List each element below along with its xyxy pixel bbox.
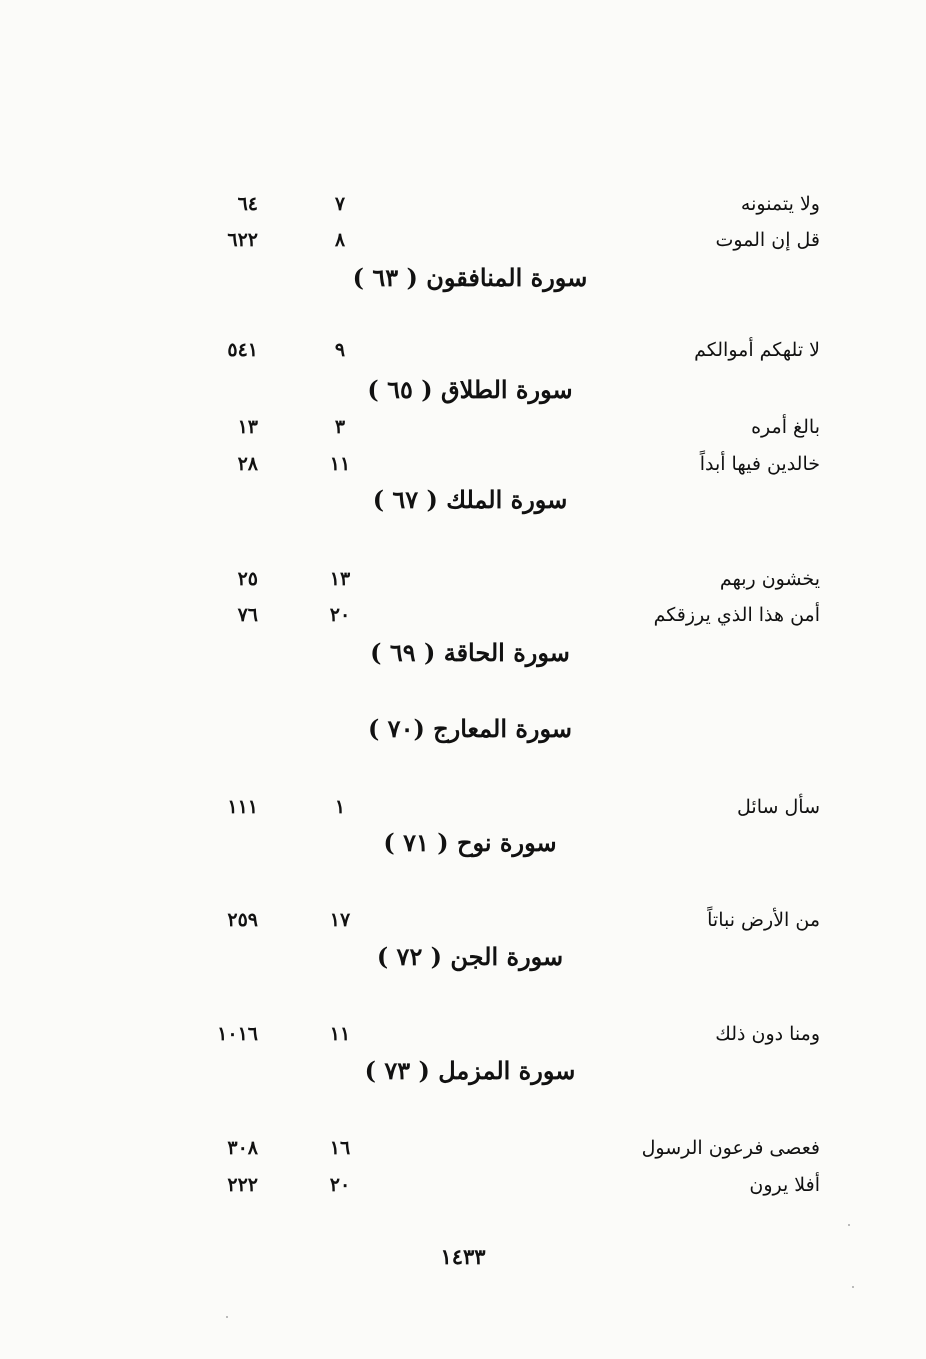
index-entry [180,229,820,263]
entry-text: أمن هذا الذي يرزقكم [653,604,820,626]
entry-text: قل إن الموت [715,229,820,251]
page-reference: ٢٢٢ [227,1174,258,1196]
index-entry [180,796,820,830]
entry-text: لا تلهكم أموالكم [694,339,820,361]
page-reference: ١٠١٦ [217,1023,258,1045]
entry-text: خالدين فيها أبداً [699,453,820,475]
index-entry [180,604,820,638]
surah-heading: سورة المزمل ( ٧٣ ) [364,1056,576,1085]
surah-heading: سورة المنافقون ( ٦٣ ) [352,263,588,292]
surah-heading: سورة المعارج (٧٠ ) [367,714,573,743]
scan-speck [852,1286,854,1288]
verse-number: ١٦ [329,1137,351,1159]
scan-speck [848,1224,850,1226]
page-reference: ٢٥٩ [227,909,258,931]
verse-number: ٧ [334,193,346,215]
page-reference: ٣٠٨ [227,1137,258,1159]
verse-number: ٨ [334,229,346,251]
verse-number: ١ [334,796,346,818]
index-entry [180,193,820,227]
scan-speck [226,1316,228,1318]
index-entry [180,568,820,602]
index-entry [180,1137,820,1171]
index-entry [180,416,820,450]
verse-number: ٢٠ [329,1174,351,1196]
page-number: ١٤٣٣ [440,1244,486,1269]
entry-text: ومنا دون ذلك [715,1023,820,1045]
verse-number: ١٧ [329,909,351,931]
page-reference: ٦٢٢ [227,229,258,251]
surah-heading: سورة الطلاق ( ٦٥ ) [367,375,573,404]
index-entry [180,1174,820,1208]
index-entry [180,453,820,487]
verse-number: ٣ [334,416,346,438]
page-reference: ١٣ [237,416,258,438]
entry-text: بالغ أمره [751,416,820,438]
verse-number: ١١ [329,453,351,475]
surah-heading: سورة الحاقة ( ٦٩ ) [370,638,570,667]
verse-number: ٢٠ [329,604,351,626]
entry-text: سأل سائل [737,796,820,818]
page-reference: ١١١ [227,796,258,818]
index-entry [180,909,820,943]
verse-number: ١٣ [329,568,351,590]
surah-heading: سورة الجن ( ٧٢ ) [376,942,564,971]
page-reference: ٦٤ [237,193,258,215]
page-reference: ٥٤١ [227,339,258,361]
index-entry [180,339,820,373]
page-reference: ٢٥ [237,568,258,590]
verse-number: ١١ [329,1023,351,1045]
page-reference: ٧٦ [237,604,258,626]
index-entry [180,1023,820,1057]
surah-heading: سورة نوح ( ٧١ ) [383,828,557,857]
entry-text: أفلا يرون [749,1174,820,1196]
surah-heading: سورة الملك ( ٦٧ ) [372,485,568,514]
entry-text: فعصى فرعون الرسول [641,1137,820,1159]
entry-text: يخشون ربهم [719,568,820,590]
entry-text: ولا يتمنونه [740,193,820,215]
entry-text: من الأرض نباتاً [707,909,820,931]
page-reference: ٢٨ [237,453,258,475]
verse-number: ٩ [334,339,346,361]
